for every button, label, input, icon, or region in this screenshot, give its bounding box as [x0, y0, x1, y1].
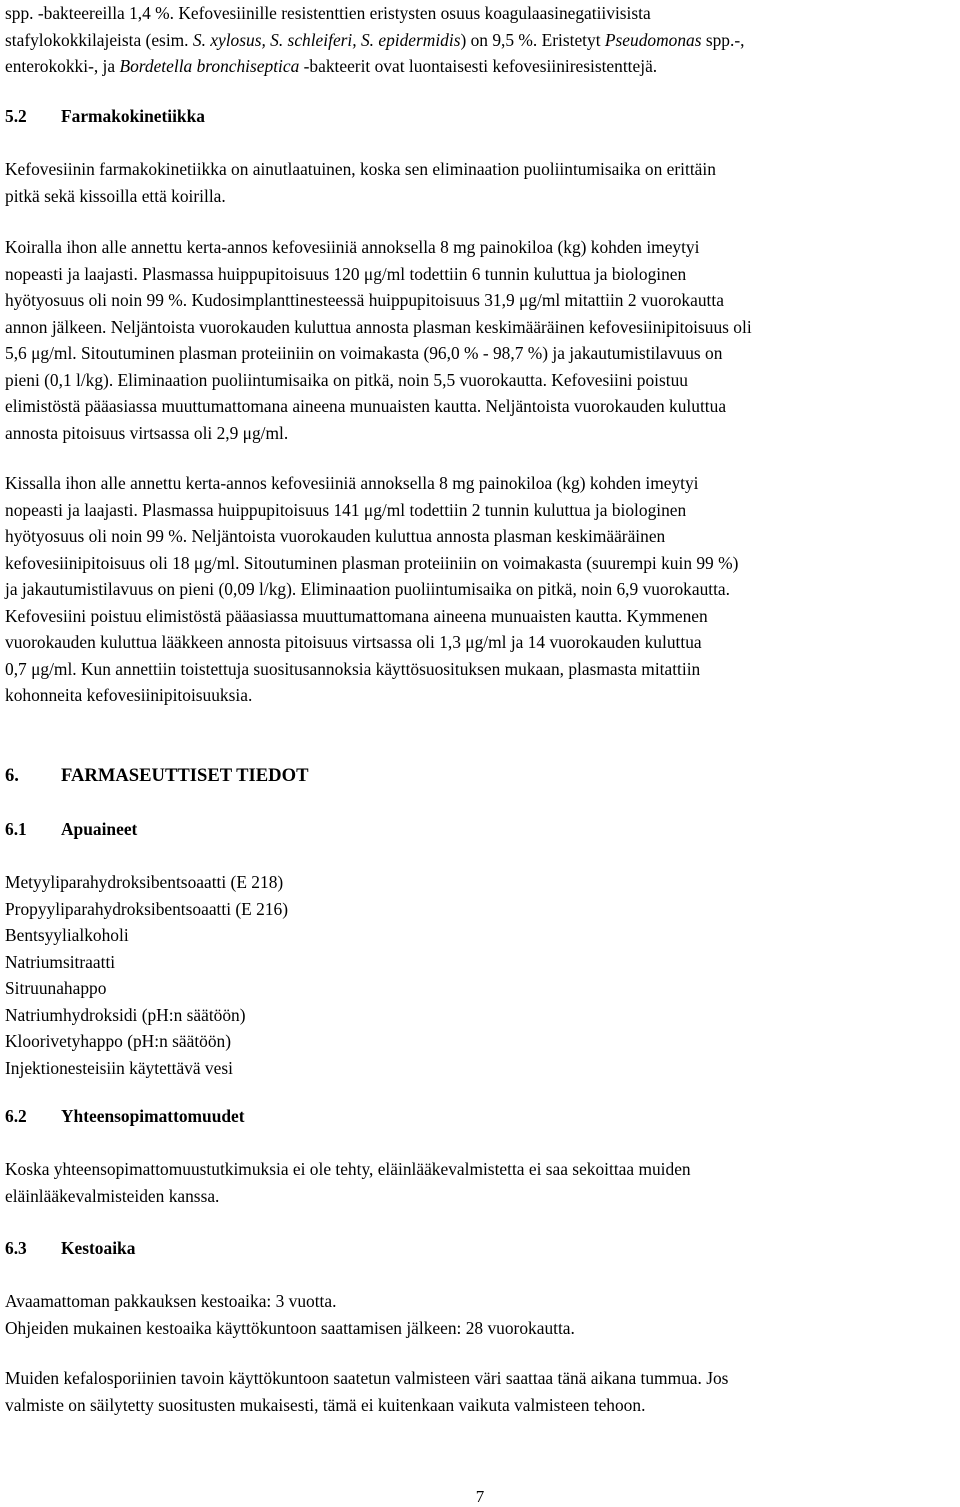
- excipients-list: [5, 869, 288, 1081]
- list-item: Injektionesteisiin käytettävä vesi: [5, 1057, 233, 1078]
- text-span: spp.-,: [701, 29, 745, 50]
- section-title: FARMASEUTTISET TIEDOT: [61, 765, 309, 786]
- paragraph-line: 5,6 μg/ml. Sitoutuminen plasman proteiiniin on voimakasta (96,0 % - 98,7 %) ja jakautumistilavuus on: [5, 343, 723, 363]
- species-name: Pseudomonas: [604, 29, 702, 50]
- section-title: Apuaineet: [61, 819, 138, 839]
- paragraph-line: pitkä sekä kissoilla että koirilla.: [5, 185, 226, 206]
- list-item: Metyyliparahydroksibentsoaatti (E 218): [5, 872, 284, 892]
- section-6-1-heading: [5, 816, 137, 843]
- section-title: Farmakokinetiikka: [61, 106, 205, 126]
- section-title: Yhteensopimattomuudet: [61, 1106, 245, 1126]
- paragraph-line: nopeasti ja laajasti. Plasmassa huippupitoisuus 141 μg/ml todettiin 2 tunnin kuluttua ja biologinen: [5, 499, 687, 520]
- list-item: Natriumsitraatti: [5, 951, 116, 972]
- paragraph-line: Kefovesiinin farmakokinetiikka on ainutlaatuinen, koska sen eliminaation puoliintumisaika on erittäin: [5, 159, 716, 179]
- shelf-life-paragraph: [5, 1288, 575, 1341]
- paragraph-line: annosta pitoisuus virtsassa oli 2,9 μg/ml.: [5, 422, 289, 443]
- pk-cat-paragraph: [5, 470, 738, 709]
- list-item: Propyyliparahydroksibentsoaatti (E 216): [5, 898, 289, 919]
- incompatibilities-paragraph: [5, 1156, 691, 1209]
- section-number: 5.2: [5, 106, 27, 126]
- section-6-2-heading: [5, 1103, 245, 1130]
- paragraph-line: kohonneita kefovesiinipitoisuuksia.: [5, 685, 253, 705]
- intro-paragraph: [5, 0, 745, 80]
- section-title: Kestoaika: [61, 1238, 136, 1258]
- paragraph-line: nopeasti ja laajasti. Plasmassa huippupitoisuus 120 μg/ml todettiin 6 tunnin kuluttua ja biologinen: [5, 263, 687, 284]
- paragraph-line: eläinlääkevalmisteiden kanssa.: [5, 1185, 220, 1206]
- section-6-3-heading: [5, 1235, 135, 1262]
- section-5-2-heading: [5, 103, 205, 130]
- color-change-paragraph: [5, 1365, 728, 1418]
- paragraph-line: Avaamattoman pakkauksen kestoaika: 3 vuotta.: [5, 1291, 337, 1311]
- section-number: 6.3: [5, 1238, 27, 1258]
- paragraph-line: Muiden kefalosporiinien tavoin käyttökuntoon saatetun valmisteen väri saattaa tänä aikana tummua. Jos: [5, 1368, 729, 1388]
- section-6-heading: [5, 763, 308, 790]
- paragraph-line: Kissalla ihon alle annettu kerta-annos kefovesiiniä annoksella 8 mg painokiloa (kg) kohden imeytyi: [5, 473, 699, 493]
- page-number: 7: [475, 1487, 485, 1506]
- intro-line-1: spp. -bakteereilla 1,4 %. Kefovesiinille resistenttien eristysten osuus koagulaasinegatiivisista: [5, 3, 651, 23]
- paragraph-line: hyötyosuus oli noin 99 %. Neljäntoista vuorokauden kuluttua annosta plasman keskimääräinen: [5, 526, 666, 546]
- intro-line-2: [5, 27, 745, 54]
- pk-dog-paragraph: [5, 234, 752, 446]
- text-span: enterokokki-, ja: [5, 56, 120, 76]
- section-number: 6.2: [5, 1106, 27, 1126]
- text-span: ) on 9,5 %. Eristetyt: [460, 29, 605, 50]
- paragraph-line: ja jakautumistilavuus on pieni (0,09 l/kg). Eliminaation puoliintumisaika on pitkä, noin 6,9 vuorokautta.: [5, 579, 730, 599]
- paragraph-line: Ohjeiden mukainen kestoaika käyttökuntoon saattamisen jälkeen: 28 vuorokautta.: [5, 1317, 575, 1338]
- text-span: stafylokokkilajeista (esim.: [5, 29, 193, 50]
- paragraph-line: hyötyosuus oli noin 99 %. Kudosimplanttinesteessä huippupitoisuus 31,9 μg/ml mitattiin 2 vuorokautta: [5, 290, 724, 310]
- intro-line-3: [5, 53, 745, 80]
- paragraph-line: elimistöstä pääasiassa muuttumattomana aineena munuaisten kautta. Neljäntoista vuorokauden kuluttua: [5, 396, 727, 416]
- paragraph-line: Koiralla ihon alle annettu kerta-annos kefovesiiniä annoksella 8 mg painokiloa (kg) kohden imeytyi: [5, 237, 700, 257]
- paragraph-line: pieni (0,1 l/kg). Eliminaation puoliintumisaika on pitkä, noin 5,5 vuorokautta. Kefovesiini poistuu: [5, 369, 688, 390]
- paragraph-line: kefovesiinipitoisuus oli 18 μg/ml. Sitoutuminen plasman proteiiniin on voimakasta (suurempi kuin 99 %): [5, 552, 739, 573]
- paragraph-line: Koska yhteensopimattomuustutkimuksia ei ole tehty, eläinlääkevalmistetta ei saa sekoittaa muiden: [5, 1159, 691, 1179]
- paragraph-line: valmiste on säilytetty suositusten mukaisesti, tämä ei kuitenkaan vaikuta valmisteen tehoon.: [5, 1394, 646, 1415]
- paragraph-line: Kefovesiini poistuu elimistöstä pääasiassa muuttumattomana aineena munuaisten kautta. Kymmenen: [5, 605, 708, 626]
- list-item: Kloorivetyhappo (pH:n säätöön): [5, 1031, 232, 1051]
- section-number: 6.1: [5, 819, 27, 839]
- species-name: Bordetella bronchiseptica: [119, 56, 300, 76]
- list-item: Natriumhydroksidi (pH:n säätöön): [5, 1004, 246, 1025]
- pk-intro-paragraph: [5, 156, 716, 209]
- text-span: -bakteerit ovat luontaisesti kefovesiiniresistenttejä.: [299, 56, 658, 76]
- species-names: S. xylosus, S. schleiferi, S. epidermidis: [192, 29, 461, 50]
- paragraph-line: vuorokauden kuluttua lääkkeen annosta pitoisuus virtsassa oli 1,3 μg/ml ja 14 vuorokauden kuluttua: [5, 632, 702, 652]
- list-item: Sitruunahappo: [5, 978, 107, 998]
- paragraph-line: 0,7 μg/ml. Kun annettiin toistettuja suositusannoksia käyttösuosituksen mukaan, plasmasta mitattiin: [5, 658, 701, 679]
- section-number: 6.: [5, 765, 19, 786]
- list-item: Bentsyylialkoholi: [5, 925, 129, 945]
- paragraph-line: annon jälkeen. Neljäntoista vuorokauden kuluttua annosta plasman keskimääräinen kefovesiinipitoisuus oli: [5, 316, 752, 337]
